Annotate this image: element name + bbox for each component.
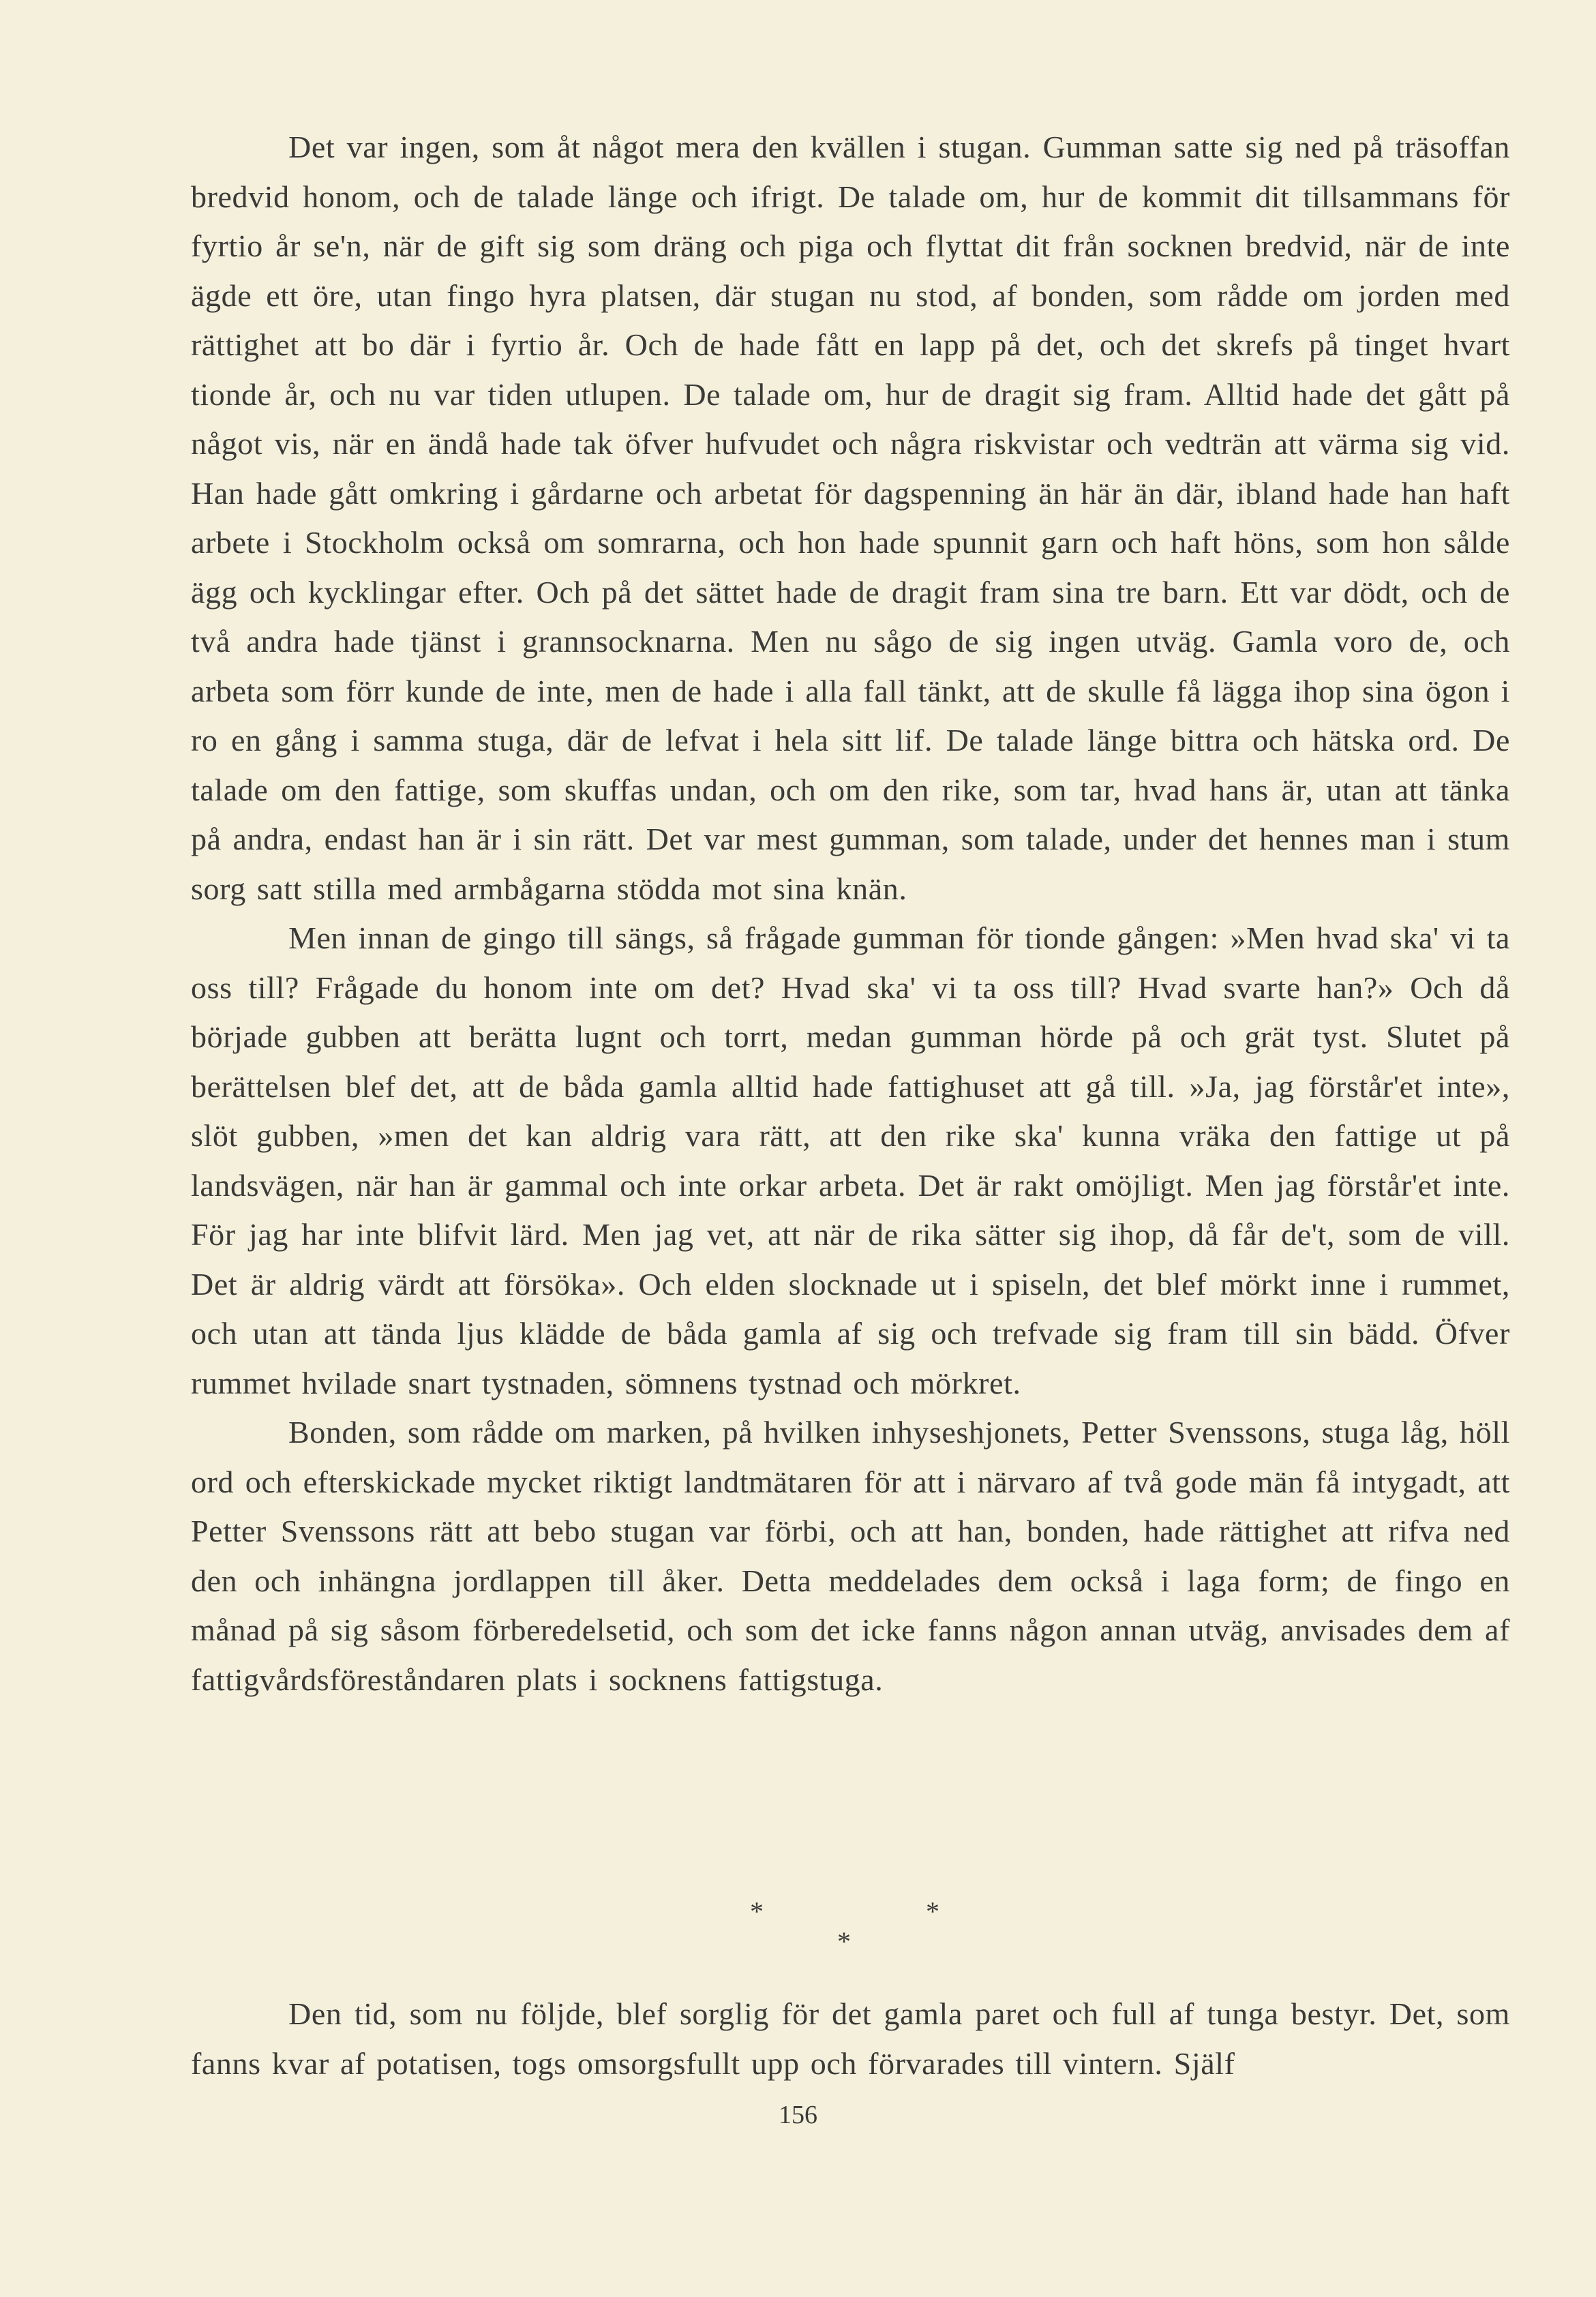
section-break-asterism (0, 1895, 1596, 1957)
continued-text (191, 1990, 1510, 2088)
page-number: 156 (779, 2101, 817, 2129)
asterism-star: * (926, 1896, 939, 1927)
asterism-star: * (837, 1926, 851, 1957)
asterism-star: * (750, 1896, 764, 1927)
paragraph-1: Det var ingen, som åt något mera den kvällen i stugan. Gumman satte sig ned på träsoffan bredvid honom, och de talade länge och ifrigt. De talade om, hur de kommit dit tillsammans för fyrtio år se'n, när de gift sig som dräng och piga och flyttat dit från socknen bredvid, när de inte ägde ett öre, utan fingo hyra platsen, där stugan nu stod, af bonden, som rådde om jorden med rättighet att bo där i fyrtio år. Och de hade fått en lapp på det, och det skrefs på tinget hvart tionde år, och nu var tiden utlupen. De talade om, hur de dragit sig fram. Alltid hade det gått på något vis, när en ändå hade tak öfver hufvudet och några riskvistar och vedträn att värma sig vid. Han hade gått omkring i gårdarne och arbetat för dagspenning än här än där, ibland hade han haft arbete i Stockholm också om somrarna, och hon hade spunnit garn och haft höns, som hon sålde ägg och kycklingar efter. Och på det sättet hade de dragit fram sina tre barn. Ett var dödt, och de två andra hade tjänst i grannsocknarna. Men nu sågo de sig ingen utväg. Gamla voro de, och arbeta som förr kunde de inte, men de hade i alla fall tänkt, att de skulle få lägga ihop sina ögon i ro en gång i samma stuga, där de lefvat i hela sitt lif. De talade länge bittra och hätska ord. De talade om den fattige, som skuffas undan, och om den rike, som tar, hvad hans är, utan att tänka på andra, endast han är i sin rätt. Det var mest gumman, som talade, under det hennes man i stum sorg satt stilla med armbågarna stödda mot sina knän. (191, 130, 1510, 906)
paragraph-3: Bonden, som rådde om marken, på hvilken inhyseshjonets, Petter Svenssons, stuga låg, höll ord och efterskickade mycket riktigt landtmätaren för att i närvaro af två gode män få intygadt, att Petter Svenssons rätt att bebo stugan var förbi, och att han, bonden, hade rättighet att rifva ned den och inhängna jordlappen till åker. Detta meddelades dem också i laga form; de fingo en månad på sig såsom förberedelsetid, och som det icke fanns någon annan utväg, anvisades dem af fattigvårdsföreståndaren plats i socknens fattigstuga. (191, 1415, 1510, 1697)
main-text (191, 123, 1510, 1705)
paragraph-4: Den tid, som nu följde, blef sorglig för det gamla paret och full af tunga bestyr. Det, som fanns kvar af potatisen, togs omsorgsfullt upp och förvarades till vintern. Själf (191, 1996, 1510, 2081)
paragraph-2: Men innan de gingo till sängs, så frågade gumman för tionde gången: »Men hvad ska' vi ta oss till? Frågade du honom inte om det? Hvad ska' vi ta oss till? Hvad svarte han?» Och då började gubben att berätta lugnt och torrt, medan gumman hörde på och grät tyst. Slutet på berättelsen blef det, att de båda gamla alltid hade fattighuset att gå till. »Ja, jag förstår'et inte», slöt gubben, »men det kan aldrig vara rätt, att den rike ska' kunna vräka den fattige ut på landsvägen, när han är gammal och inte orkar arbeta. Det är rakt omöjligt. Men jag förstår'et inte. För jag har inte blifvit lärd. Men jag vet, att när de rika sätter sig ihop, då får de't, som de vill. Det är aldrig värdt att försöka». Och elden slocknade ut i spiseln, det blef mörkt inne i rummet, och utan att tända ljus klädde de båda gamla af sig och trefvade sig fram till sin bädd. Öfver rummet hvilade snart tystnaden, sömnens tystnad och mörkret. (191, 920, 1510, 1400)
